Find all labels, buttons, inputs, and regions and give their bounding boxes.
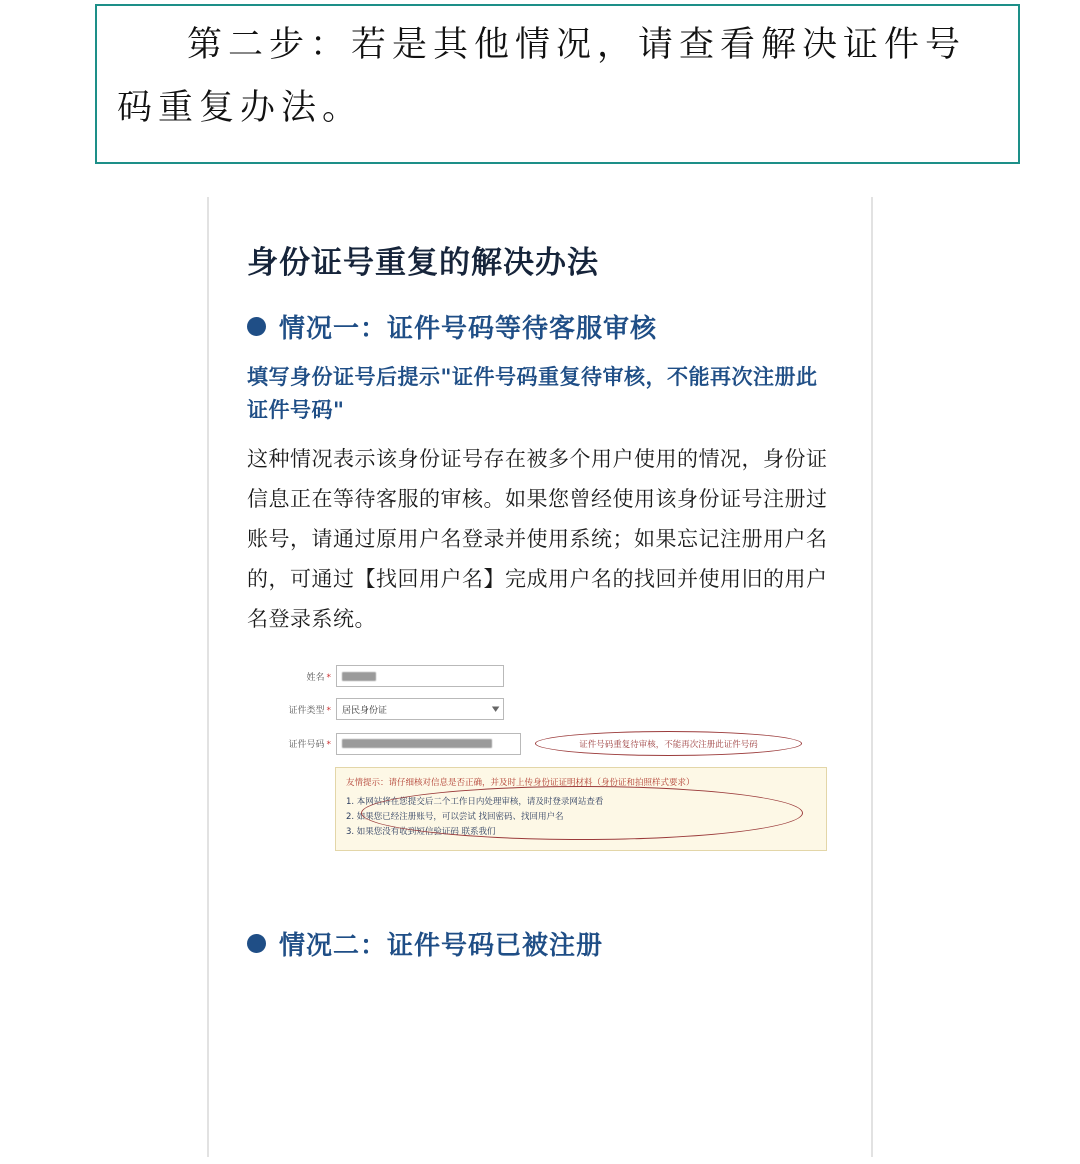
case-one-heading [247,308,833,345]
page-title: 身份证号重复的解决办法 [247,245,599,281]
instruction-callout [95,4,1020,164]
id-number-label-text: 证件号码 [288,740,325,750]
case-two-heading [247,925,833,962]
case-two-title: 情况二：证件号码已被注册 [279,931,604,961]
notice-line-2: 2. 如果您已经注册账号，可以尝试 找回密码、找回用户名 [346,812,564,822]
required-marker: * [326,740,331,750]
case-one-body: 这种情况表示该身份证号存在被多个用户使用的情况，身份证信息正在等待客服的审核。如果您曾经使用该身份证号注册过账号，请通过原用户名登录并使用系统；如果忘记注册用户名的，可通过【找回用户名】完成用户名的找回并使用旧的用户名登录系统。 [247,447,828,631]
instruction-text: 第二步：若是其他情况，请查看解决证件号码重复办法。 [117,25,967,128]
id-type-label-text: 证件类型 [288,705,325,716]
notice-line-1: 1. 本网站将在您提交后二个工作日内处理审核，请及时登录网站查看 [346,797,604,807]
notice-line-3: 3. 如果您没有收到短信验证码 联系我们 [346,827,496,837]
case-one-title: 情况一：证件号码等待客服审核 [279,314,658,344]
notice-title: 友情提示：请仔细核对信息是否正确，并及时上传身份证证明材料（身份证和拍照样式要求） [346,778,695,788]
form-row-id-type [247,698,833,720]
id-type-value: 居民身份证 [342,705,388,716]
id-type-select[interactable] [336,698,504,720]
notice-box [335,767,827,851]
form-row-id-number [247,731,833,756]
filled-circle-icon [247,934,266,953]
name-label-text: 姓名 [306,672,325,683]
redacted-value [342,739,492,748]
name-input[interactable] [336,665,504,687]
redacted-value [342,672,376,681]
case-one-quote: 填写身份证号后提示"证件号码重复待审核，不能再次注册此证件号码" [247,365,818,422]
filled-circle-icon [247,317,266,336]
required-marker: * [326,705,331,716]
id-number-label [247,737,336,750]
id-number-input[interactable] [336,733,521,755]
name-label [247,670,336,683]
embedded-screenshot [207,197,873,1157]
id-type-label [247,703,336,716]
required-marker: * [326,672,331,683]
chevron-down-icon: ▼ [491,705,500,713]
registration-form-mock [247,665,833,851]
id-duplicate-warning-annotation: 证件号码重复待审核，不能再次注册此证件号码 [535,731,802,756]
form-row-name [247,665,833,687]
